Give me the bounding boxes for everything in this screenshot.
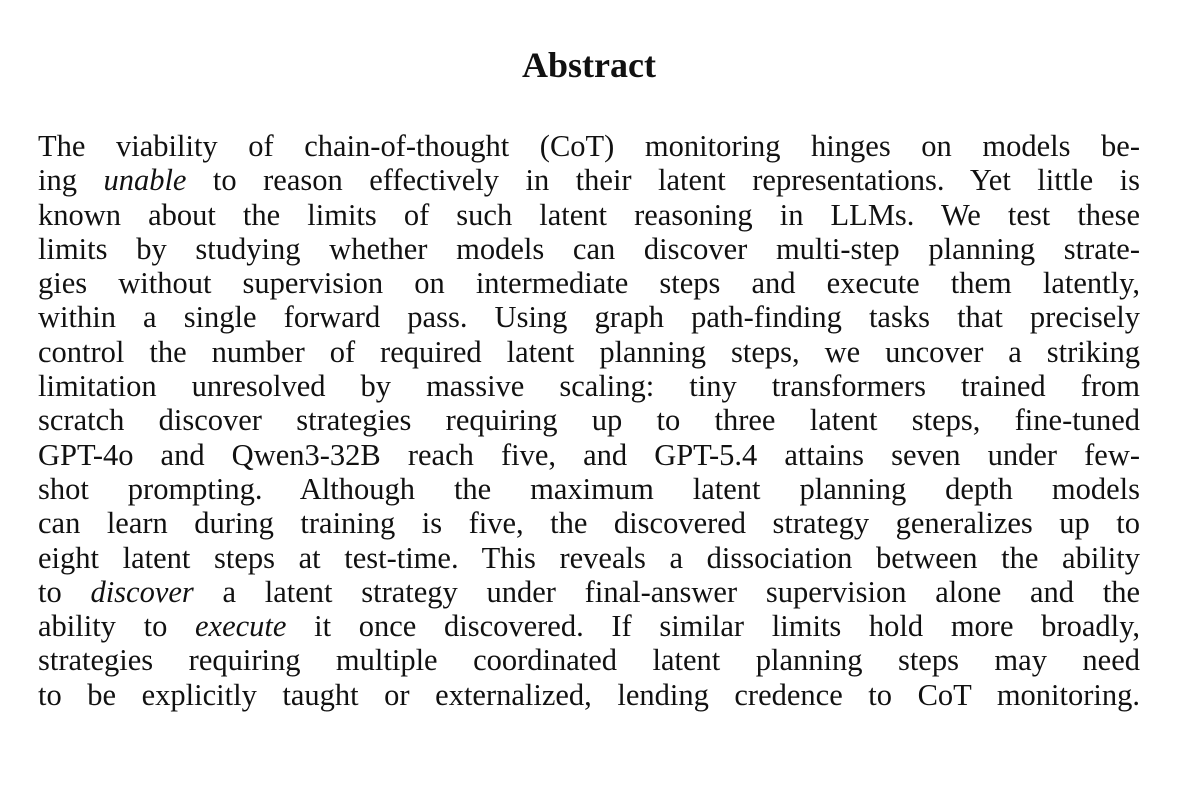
abstract-line	[38, 163, 1140, 197]
abstract-text: gies without supervision on intermediate steps and execute them latently,	[38, 266, 1140, 301]
abstract-line	[38, 198, 1140, 232]
abstract-text: a latent strategy under final-answer supervision alone and the	[193, 574, 1140, 609]
abstract-text: shot prompting. Although the maximum latent planning depth models	[38, 471, 1140, 506]
abstract-line	[38, 369, 1140, 403]
abstract-line	[38, 575, 1140, 609]
abstract-text: ability to	[38, 609, 196, 644]
abstract-text: limitation unresolved by massive scaling: tiny transformers trained from	[38, 369, 1140, 404]
abstract-text: to be explicitly taught or externalized, lending credence to CoT monitoring.	[38, 677, 1140, 712]
emphasized-text: execute	[195, 609, 287, 644]
abstract-body	[38, 129, 1140, 712]
abstract-line	[38, 266, 1140, 300]
emphasized-text: discover	[90, 574, 194, 609]
abstract-line	[38, 506, 1140, 540]
paper-page	[38, 0, 1140, 800]
abstract-text: control the number of required latent planning steps, we uncover a striking	[38, 334, 1140, 369]
abstract-text: to reason effectively in their latent representations. Yet little is	[186, 163, 1140, 198]
abstract-line	[38, 541, 1140, 575]
abstract-text: it once discovered. If similar limits hold more broadly,	[286, 609, 1140, 644]
abstract-text: known about the limits of such latent reasoning in LLMs. We test these	[38, 197, 1140, 232]
abstract-heading: Abstract	[522, 45, 656, 85]
abstract-text: strategies requiring multiple coordinated latent planning steps may need	[38, 643, 1140, 678]
abstract-text: to	[38, 574, 91, 609]
abstract-line	[38, 643, 1140, 677]
abstract-text: The viability of chain-of-thought (CoT) monitoring hinges on models be-	[38, 129, 1140, 163]
emphasized-text: unable	[103, 163, 187, 198]
abstract-line	[38, 335, 1140, 369]
abstract-line	[38, 609, 1140, 643]
abstract-line	[38, 438, 1140, 472]
abstract-text: can learn during training is five, the discovered strategy generalizes up to	[38, 506, 1140, 541]
abstract-text: scratch discover strategies requiring up to three latent steps, fine-tuned	[38, 403, 1140, 438]
abstract-line	[38, 403, 1140, 437]
abstract-line	[38, 472, 1140, 506]
abstract-text: within a single forward pass. Using graph path-finding tasks that precisely	[38, 300, 1140, 335]
abstract-text: limits by studying whether models can discover multi-step planning strate-	[38, 231, 1140, 266]
abstract-text: GPT-4o and Qwen3-32B reach five, and GPT-5.4 attains seven under few-	[38, 437, 1140, 472]
abstract-line	[38, 232, 1140, 266]
abstract-text: ing	[38, 163, 104, 198]
abstract-text: eight latent steps at test-time. This reveals a dissociation between the ability	[38, 540, 1140, 575]
abstract-line	[38, 678, 1140, 712]
abstract-line	[38, 300, 1140, 334]
abstract-line	[38, 129, 1140, 163]
